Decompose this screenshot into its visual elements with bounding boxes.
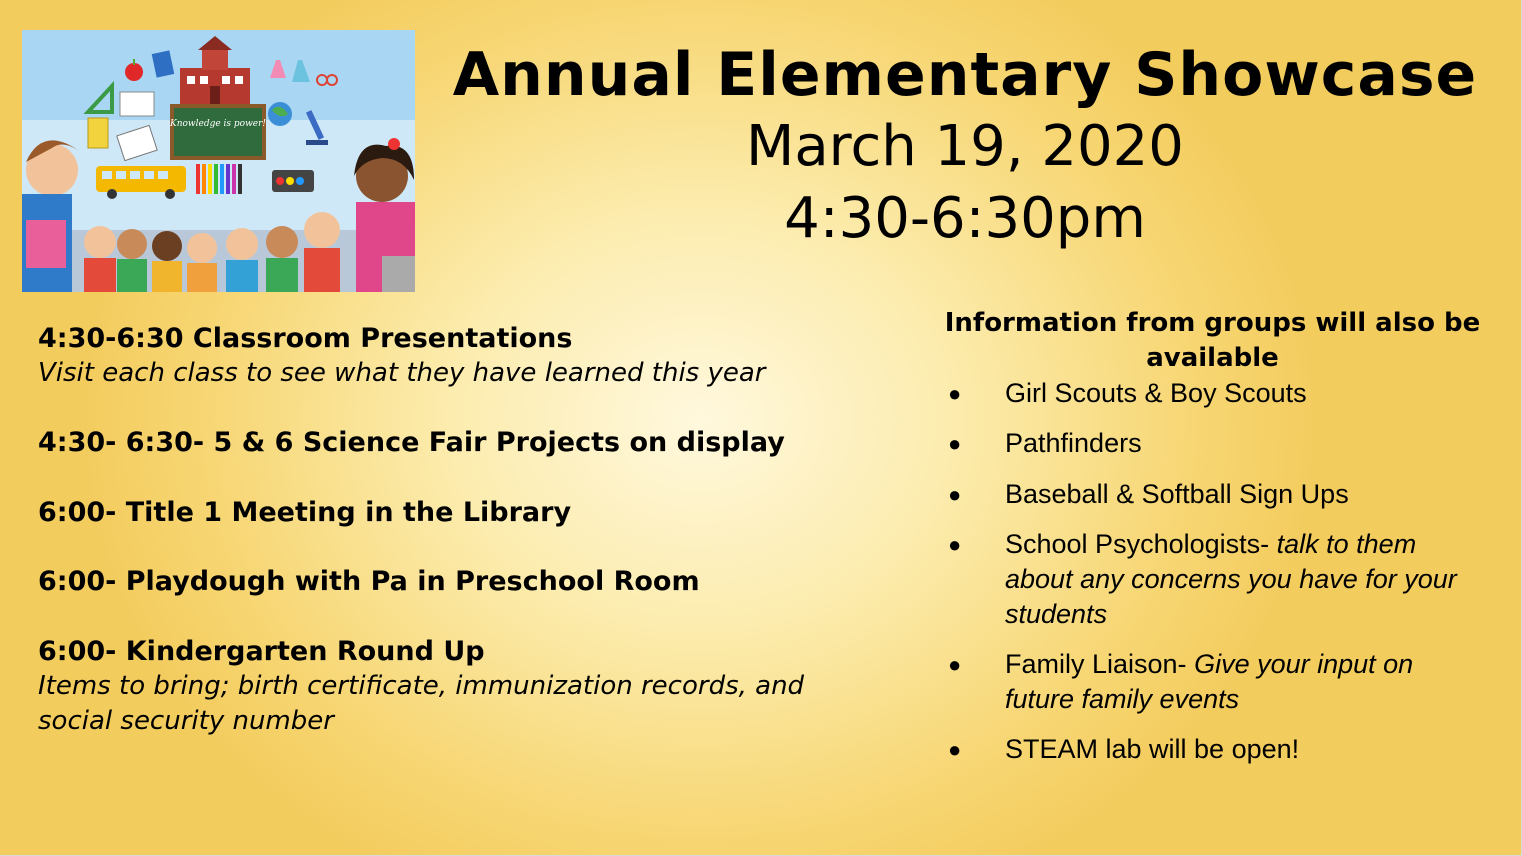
group-item-school-psychologists <box>940 527 1485 632</box>
group-item-text: Family Liaison- <box>1005 649 1195 679</box>
school-clipart-illustration <box>22 30 415 292</box>
bullet-icon: ● <box>948 381 962 406</box>
group-item-text: Pathfinders <box>1005 428 1142 458</box>
group-item-scouts <box>940 376 1485 411</box>
showcase-title: Annual Elementary Showcase <box>452 40 1478 110</box>
bullet-icon: ● <box>948 482 962 507</box>
group-item-text-wrap <box>1005 647 1485 717</box>
schedule-item-heading: 6:00- Playdough with Pa in Preschool Room <box>38 566 700 597</box>
school-clipart-svg <box>22 30 415 292</box>
bullet-icon: ● <box>948 532 962 557</box>
groups-info-panel <box>940 306 1485 764</box>
apple-icon <box>125 63 143 81</box>
schedule-item-science-fair <box>38 426 785 460</box>
group-item-detail: talk to them about any concerns you have for your students <box>1005 529 1457 629</box>
group-item-steam-lab <box>940 732 1485 767</box>
group-item-text: Girl Scouts & Boy Scouts <box>1005 378 1307 408</box>
event-time: 4:30-6:30pm <box>784 186 1146 251</box>
group-item-baseball-softball <box>940 477 1485 512</box>
event-date: March 19, 2020 <box>746 114 1184 179</box>
group-item-family-liaison <box>940 647 1485 717</box>
group-item-text-wrap <box>1005 527 1485 632</box>
chalkboard-text: Knowledge is power! <box>169 119 267 129</box>
notebook-icon <box>120 92 154 116</box>
schedule-item-heading: 4:30-6:30 Classroom Presentations <box>38 323 573 354</box>
bullet-icon: ● <box>948 652 962 677</box>
groups-heading: Information from groups will also be available <box>944 308 1481 373</box>
bullet-icon: ● <box>948 737 962 762</box>
schedule-item-note: Items to bring; birth certificate, immunization records, and social security number <box>38 671 805 736</box>
schedule-item-kindergarten-round-up <box>38 635 868 739</box>
schedule-item-playdough <box>38 565 700 599</box>
schedule-item-title-1-meeting <box>38 496 571 530</box>
chalkboard-icon <box>169 104 266 160</box>
schedule-item-heading: 4:30- 6:30- 5 & 6 Science Fair Projects on display <box>38 427 785 458</box>
schedule-item-heading: 6:00- Title 1 Meeting in the Library <box>38 497 572 528</box>
schedule-item-note: Visit each class to see what they have learned this year <box>38 358 766 388</box>
bullet-icon: ● <box>948 431 962 456</box>
group-item-text: STEAM lab will be open! <box>1005 734 1300 764</box>
schedule-item-heading: 6:00- Kindergarten Round Up <box>38 636 485 667</box>
group-item-text: Baseball & Softball Sign Ups <box>1005 479 1349 509</box>
group-item-text: School Psychologists- <box>1005 529 1277 559</box>
schedule-item-classroom-presentations <box>38 322 766 391</box>
group-item-detail: Give your input on future family events <box>1005 649 1414 714</box>
calculator-icon <box>88 118 108 148</box>
group-item-pathfinders <box>940 426 1485 461</box>
